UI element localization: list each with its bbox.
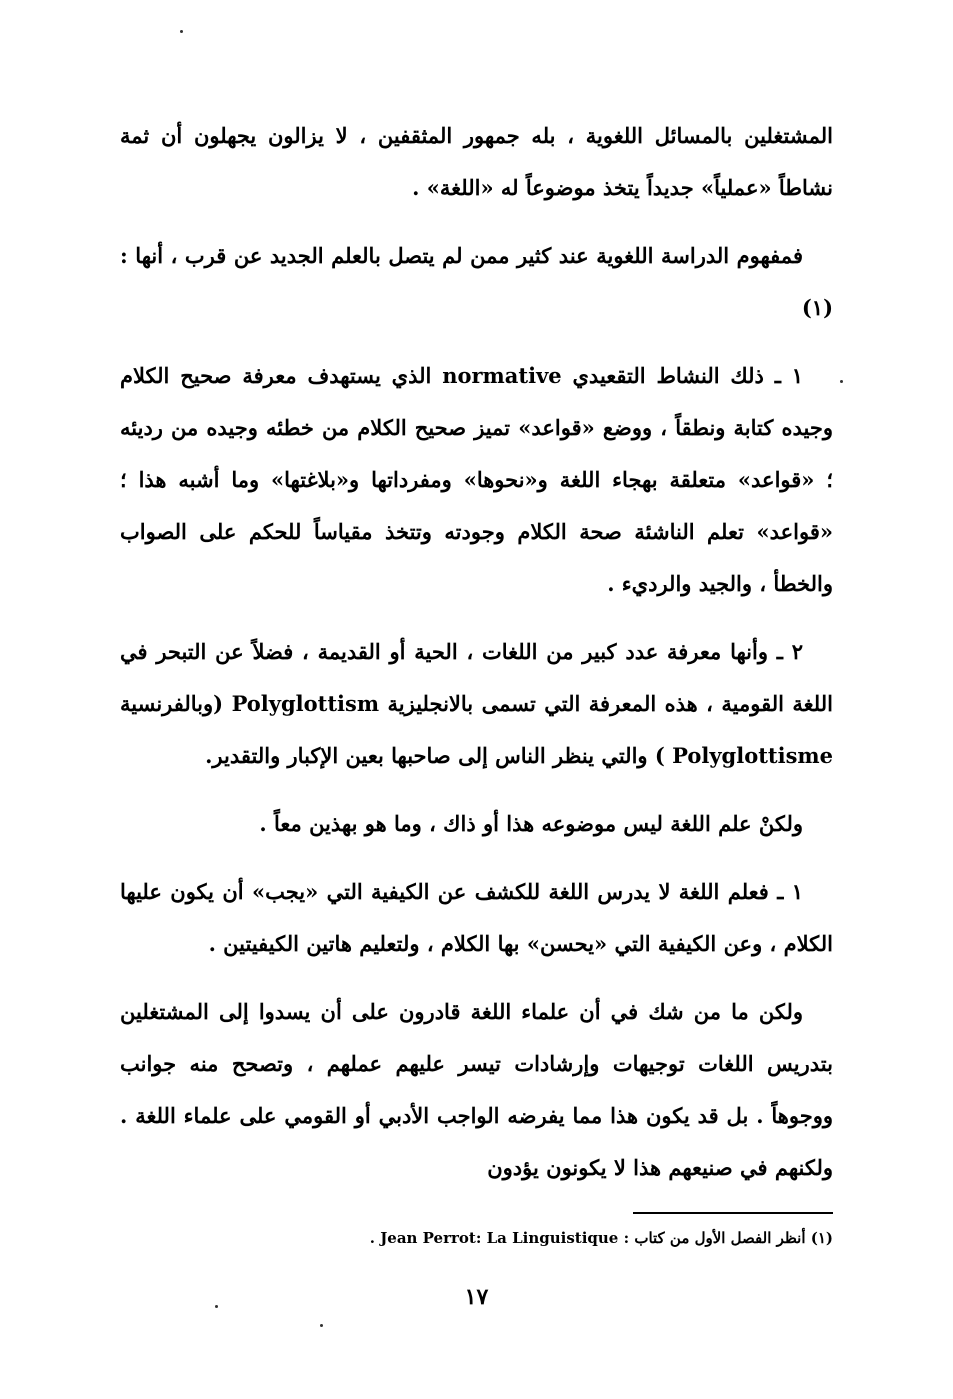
paragraph-1: المشتغلين بالمسائل اللغوية ، بله جمهور المثقفين ، لا يزالون يجهلون أن ثمة نشاطاً «عملياً» جديداً يتخذ موضوعاً له «اللغة» . xyxy=(120,123,833,200)
paragraph-6: ١ ـ فعلم اللغة لا يدرس اللغة للكشف عن الكيفية التي «يجب» أن يكون عليها الكلام ، وعن الكيفية التي «يحسن» بها الكلام ، ولتعليم هاتين الكيفيتين . xyxy=(120,879,833,956)
paragraph-3: ١ ـ ذلك النشاط التقعيدي normative الذي يستهدف معرفة صحيح الكلام وجيده كتابة ونطقاً ، ووضع «قواعد» تميز صحيح الكلام من خطئه وجيده من رديئه ؛ «قواعد» متعلقة بهجاء اللغة و«نحوها» ومفرداتها و«بلاغتها» وما أشبه هذا ؛ «قواعد» تعلم الناشئة صحة الكلام وجودته وتتخذ مقياساً للحكم على الصواب والخطأ ، والجيد والرديء . xyxy=(120,363,833,596)
scan-speck xyxy=(320,1324,323,1327)
footnote: (١) أنظر الفصل الأول من كتاب : Jean Perrot: La Linguistique . xyxy=(369,1229,833,1247)
scan-speck xyxy=(215,1305,218,1308)
page-number: ١٧ xyxy=(464,1284,489,1310)
scan-speck xyxy=(180,30,183,33)
paragraph-5: ولكنْ علم اللغة ليس موضوعه هذا أو ذاك ، وما هو بهذين معاً . xyxy=(259,811,803,836)
paragraph-4: ٢ ـ وأنها معرفة عدد كبير من اللغات ، الحية أو القديمة ، فضلاً عن التبحر في اللغة القومية ، هذه المعرفة التي تسمى بالانجليزية Polyglottism (وبالفرنسية Polyglottisme ) والتي ينظر الناس إلى صاحبها بعين الإكبار والتقدير. xyxy=(120,639,833,768)
paragraph-7: ولكن ما من شك في أن علماء اللغة قادرون على أن يسدوا إلى المشتغلين بتدريس اللغات توجيهات وإرشادات تيسر عليهم عملهم ، وتصحح منه جوانب ووجوهاً . بل قد يكون هذا مما يفرضه الواجب الأدبي أو القومي على علماء اللغة . ولكنهم في صنيعهم هذا لا يكونون يؤدون xyxy=(120,999,833,1180)
body-text xyxy=(120,110,833,1210)
scan-speck xyxy=(840,380,843,383)
footnote-divider xyxy=(633,1212,833,1214)
paragraph-2: فمفهوم الدراسة اللغوية عند كثير ممن لم يتصل بالعلم الجديد عن قرب ، أنها : (١) xyxy=(120,243,833,320)
